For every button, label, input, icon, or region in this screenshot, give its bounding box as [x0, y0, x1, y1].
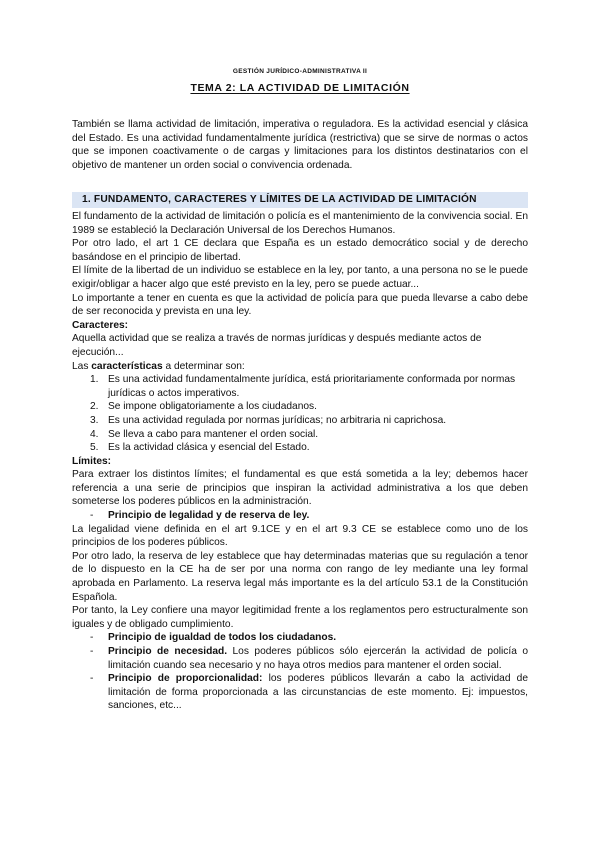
- list-item: [72, 672, 528, 713]
- paragraph-limite-libertad: El límite de la libertad de un individuo se establece en la ley, por tanto, a una persona no se le puede exigir/obligar a hacer algo que esté previsto en la ley, pero se puede actuar...: [72, 265, 528, 290]
- dash-bullet: -: [90, 646, 94, 657]
- list-number: 3.: [90, 414, 99, 426]
- document-title: [0, 82, 600, 94]
- section-heading: 1. FUNDAMENTO, CARACTERES Y LÍMITES DE LA ACTIVIDAD DE LIMITACIÓN: [82, 194, 477, 205]
- dash-bullet: -: [90, 632, 94, 644]
- caracteristicas-suffix: a determinar son:: [162, 360, 245, 372]
- principio-igualdad: Principio de igualdad de todos los ciudadanos.: [108, 632, 337, 644]
- list-item: [72, 441, 528, 455]
- caracteristicas-intro: [72, 360, 528, 374]
- paragraph-art1: Por otro lado, el art 1 CE declara que España es un estado democrático social y de derecho basándose en el principio de libertad.: [72, 238, 528, 263]
- legalidad-paragraph-1: La legalidad viene definida en el art 9.1CE y en el art 9.3 CE se establece como uno de los principios de los poderes públicos.: [72, 523, 528, 549]
- list-item: [72, 373, 528, 400]
- list-number: 5.: [90, 442, 99, 454]
- list-text: Es una actividad regulada por normas jurídicas; no arbitraria ni caprichosa.: [108, 414, 447, 426]
- list-item: [72, 645, 528, 672]
- paragraph-fundamento: El fundamento de la actividad de limitación o policía es el mantenimiento de la convivencia social. En 1989 se estableció la Declaración Universal de los Derechos Humanos.: [72, 211, 528, 236]
- principio-legalidad-list: [72, 509, 528, 523]
- caracteristicas-list: [72, 373, 528, 455]
- caracteres-text: Aquella actividad que se realiza a través de normas jurídicas y después mediante actos de ejecución...: [72, 333, 482, 358]
- course-subject: GESTIÓN JURÍDICO-ADMINISTRATIVA II: [232, 68, 368, 75]
- list-number: 4.: [90, 428, 99, 440]
- list-item: [72, 428, 528, 442]
- paragraph-importante: Lo importante a tener en cuenta es que la actividad de policía para que pueda llevarse a cabo debe de ser reconocida y prevista en una ley.: [72, 292, 528, 318]
- intro-paragraph: También se llama actividad de limitación, imperativa o reguladora. Es la actividad esencial y clásica del Estado. Es una actividad fundamentalmente jurídica (restrictiva) que se sirve de normas o actos que se imponen coactivamente o de cargas y limitaciones para los distintos destinatarios con el objetivo de mantener un orden social o convivencia ordenada.: [72, 119, 528, 171]
- document-title-text: TEMA 2: LA ACTIVIDAD DE LIMITACIÓN: [190, 82, 410, 94]
- caracteristicas-bold: características: [91, 360, 163, 372]
- caracteristicas-prefix: Las: [72, 360, 92, 372]
- limites-text: Para extraer los distintos límites; el fundamental es que está sometida a la ley; debemos hacer referencia a una serie de principios que inspiran la actividad administrativa a los que deben someterse los poderes públicos en la administración.: [72, 469, 528, 508]
- principio-necesidad: Principio de necesidad.: [108, 646, 228, 657]
- legalidad-paragraph-2: Por otro lado, la reserva de ley establece que hay determinadas materias que su regulación a tenor de lo dispuesto en la CE ha de ser por una norma con rango de ley mediante una ley formal aprobada en Parlamento. La reserva legal más importante es la del artículo 53.1 de la Constitución Española.: [72, 550, 528, 603]
- list-text: Se lleva a cabo para mantener el orden social.: [108, 428, 319, 440]
- necesidad-text: Los poderes públicos sólo ejercerán la actividad de policía o limitación cuando sea necesario y no haya otros medios para mantener el orden social.: [108, 646, 529, 671]
- proporcionalidad-text: los poderes públicos llevarán a cabo la actividad de limitación de forma proporcionada a las circunstancias de este momento. Ej: impuestos, sanciones, etc...: [108, 673, 529, 712]
- list-text: Se impone obligatoriamente a los ciudadanos.: [108, 401, 317, 413]
- caracteres-heading: Caracteres:: [72, 319, 129, 331]
- dash-bullet: -: [90, 673, 94, 685]
- list-item: [72, 400, 528, 414]
- dash-bullet: -: [90, 510, 94, 522]
- list-item: [72, 509, 528, 523]
- list-item: [72, 414, 528, 428]
- list-number: 1.: [90, 374, 99, 386]
- principios-list: [72, 631, 528, 713]
- legalidad-paragraph-3: Por tanto, la Ley confiere una mayor legitimidad frente a los reglamentos pero estructuralmente son iguales y de obligado cumplimiento.: [72, 605, 528, 630]
- principio-proporcionalidad: Principio de proporcionalidad:: [108, 673, 263, 685]
- list-text: Es la actividad clásica y esencial del Estado.: [108, 442, 310, 454]
- list-item: [72, 631, 528, 645]
- list-text: Es una actividad fundamentalmente jurídica, está prioritariamente conformada por normas jurídicas o actos imperativos.: [108, 374, 516, 399]
- limites-heading: Límites:: [72, 455, 112, 467]
- section-body: [72, 210, 528, 713]
- principio-legalidad: Principio de legalidad y de reserva de ley.: [108, 510, 310, 522]
- list-number: 2.: [90, 401, 99, 413]
